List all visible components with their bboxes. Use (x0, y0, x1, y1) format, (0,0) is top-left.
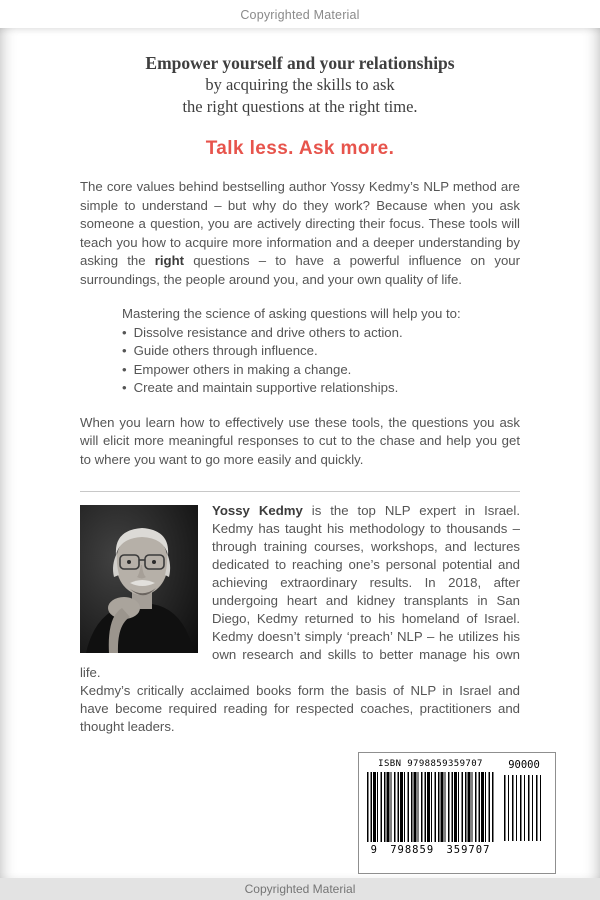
benefit-text: Dissolve resistance and drive others to action. (133, 324, 403, 340)
benefits-section (80, 305, 520, 398)
benefit-item (122, 379, 520, 398)
bullet-icon: • (122, 324, 127, 340)
divider (80, 491, 520, 492)
barcode-bars (367, 772, 494, 842)
benefit-item (122, 324, 520, 343)
headline-line2: by acquiring the skills to ask (205, 75, 395, 94)
intro-paragraph (80, 178, 520, 289)
author-bio-text: is the top NLP expert in Israel. Kedmy has taught his methodology to thousands – through training courses, workshops, and lectures dedicated to reaching one’s personal potential and achieving extraordinary results. In 2018, after undergoing heart and kidney transplants in San Diego, Kedmy returned to his homeland of Israel. Kedmy doesn’t simply ‘preach’ NLP – he utilizes his own research and skills to better manage his own life. (80, 503, 520, 680)
headline-line1: Empower yourself and your relationships (145, 53, 455, 73)
bullet-icon: • (122, 380, 127, 395)
back-cover-panel (0, 28, 600, 878)
benefit-text: Guide others through influence. (133, 343, 318, 358)
intro-text-1: The core values behind bestselling author Yossy Kedmy’s NLP method are simple to understand – but why do they work? Because when you ask someone a question, you are actively directing their focus. These tools will teach you how to acquire more information and a deeper understanding by asking the (80, 179, 520, 268)
headline (80, 52, 520, 118)
author-photo (80, 505, 198, 653)
closing-paragraph: When you learn how to effectively use these tools, the questions you ask will elicit more meaningful responses to cut to the chase and help you get to where you want to go more easily and quickly. (80, 414, 520, 467)
author-name: Yossy Kedmy (212, 503, 303, 518)
copyright-notice-top: Copyrighted Material (240, 8, 360, 22)
price-code: 90000 (508, 759, 540, 771)
copyright-notice-bottom: Copyrighted Material (0, 878, 600, 900)
benefit-item (122, 342, 520, 361)
bullet-icon: • (122, 343, 127, 358)
tagline: Talk less. Ask more. (205, 138, 395, 159)
benefit-item (122, 361, 520, 380)
benefit-text: Empower others in making a change. (133, 361, 352, 377)
author-bio-section (80, 502, 520, 736)
benefits-intro: Mastering the science of asking questions will help you to: (122, 306, 461, 321)
barcode (358, 752, 556, 874)
author-bio-continued: Kedmy’s critically acclaimed books form the basis of NLP in Israel and have become required reading for respected coaches, practitioners and thought leaders. (80, 683, 520, 734)
barcode-supplement (501, 759, 547, 870)
benefits-list (122, 324, 520, 398)
headline-line3: the right questions at the right time. (182, 97, 418, 116)
barcode-main (367, 759, 494, 870)
bullet-icon: • (122, 361, 127, 377)
benefit-text: Create and maintain supportive relationships. (133, 380, 399, 395)
barcode-supplement-bars (504, 775, 544, 841)
intro-bold-word: right (154, 253, 185, 268)
barcode-digits: 9 798859 359707 (370, 844, 491, 856)
isbn-label: ISBN 9798859359707 (378, 759, 483, 769)
intro-text-2: questions – to have a powerful influence on your surroundings, the people around you, and your own quality of life. (80, 253, 521, 287)
